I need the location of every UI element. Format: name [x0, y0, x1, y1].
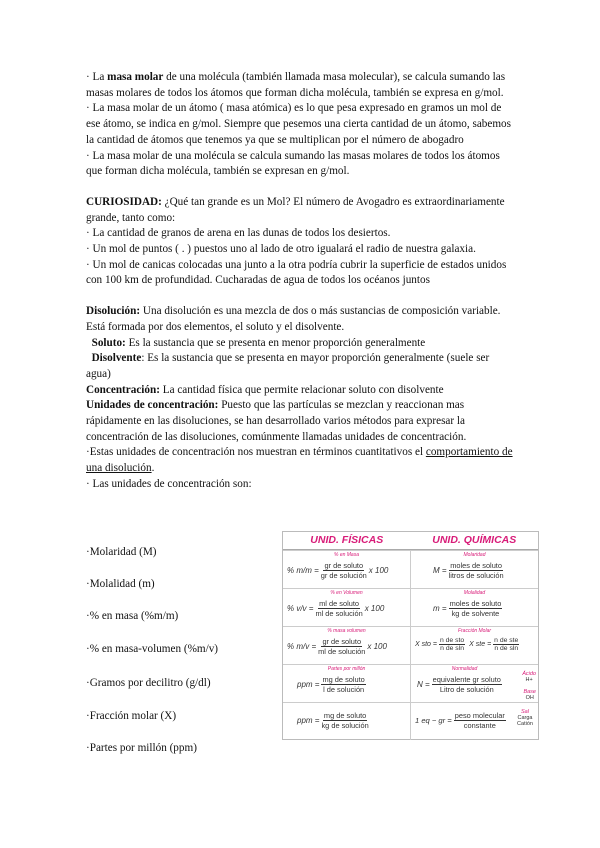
list-item: ·Molalidad (m): [86, 578, 155, 590]
list-item: ·% en masa-volumen (%m/v): [86, 643, 219, 655]
paragraph-soluto: Soluto: Es la sustancia que se presenta en menor proporción generalmente: [91, 336, 426, 349]
document-body: [86, 70, 516, 493]
side-acido: Ácido H+: [522, 671, 536, 683]
paragraph-unidades: Unidades de concentración: Puesto que las partículas se mezclan y reaccionan mas rápidamente en las disoluciones, se han desarrollado varios métodos para expresar la concentración de las disoluciones, comúnmente llamadas unidades de concentración.: [86, 399, 467, 443]
table-row: Partes por millón ppm = $\frac{\text{mg de soluto}}{\text{l de solución}}$ Normalidad N = $\frac{\text{equivalente gr soluto}}{\text{Litro de solución}}$ Ácido H+ Base OH: [283, 664, 538, 702]
header-unid-fisicas: UNID. FÍSICAS: [310, 534, 384, 546]
curiosidad-item-3: · Un mol de canicas colocadas una junto a la otra podría cubrir la superficie de estados unidos con 100 km de profundidad. Cucharadas de agua de todos los océanos juntos: [86, 258, 507, 287]
table-row: % en Masa % m/m = $\frac{\text{gr de soluto}}{\text{gr de solución}}$ x 100 Molaridad M = $\frac{\text{moles de soluto}}{\text{litros de solución}}$: [283, 550, 538, 588]
paragraph-masa-molecula: · La masa molar de una molécula se calcula sumando las masas molares de todos los átomos que forman dicha molécula, también se expresan en g/mol.: [86, 149, 500, 178]
table-row: % en Volumen % v/v = $\frac{\text{ml de soluto}}{\text{ml de solución}}$ x 100 Molalidad m = $\frac{\text{moles de soluto}}{\text{kg de solvente}}$: [283, 588, 538, 626]
curiosidad-item-1: · La cantidad de granos de arena en las dunas de todos los desiertos.: [86, 227, 391, 240]
table-row: % masa volumen % m/v = $\frac{\text{gr de soluto}}{\text{ml de solución}}$ x 100 Fracción Molar X sto = $\frac{\text{n de sto}}{\text{n de sln}}$ X ste = $\frac{\text{n de ste}}{\text{n de sln}}$: [283, 626, 538, 664]
list-item: ·Fracción molar (X): [86, 710, 177, 722]
paragraph-disolucion: Disolución: Una disolución es una mezcla de dos o más sustancias de composición variable. Está formada por dos elementos, el soluto y el disolvente.: [86, 305, 501, 333]
header-unid-quimicas: UNID. QUÍMICAS: [432, 534, 517, 546]
side-sal: Sal Carga Catión: [517, 709, 533, 727]
list-item: ·Partes por millón (ppm): [86, 742, 197, 754]
paragraph-masa-atomica: · La masa molar de un átomo ( masa atómica) es lo que pesa expresado en gramos un mol de ese átomo, se indica en g/mol. Siempre que pesemos una cierta cantidad de un átomo, sabemos la cantidad de átomos que tenemos ya que se multiplican por el número de abogadro: [86, 102, 511, 146]
table-row: ppm = $\frac{\text{mg de soluto}}{\text{kg de solución}}$ 1 eq − gr = $\frac{\text{peso molecular}}{\text{constante}}$ Sal Carga Catión: [283, 702, 538, 740]
paragraph-estas-unidades: ·Estas unidades de concentración nos muestran en términos cuantitativos el comportamiento de una disolución.: [86, 446, 513, 475]
paragraph-las-unidades: · Las unidades de concentración son:: [86, 477, 252, 490]
paragraph-concentracion: Concentración: La cantidad física que permite relacionar soluto con disolvente: [86, 383, 444, 396]
list-item: ·Molaridad (M): [86, 546, 157, 558]
paragraph-masa-molar: · La masa molar de una molécula (también llamada masa molecular), se calcula sumando las masas molares de todos los átomos que forman dicha molécula, también se expresa en g/mol.: [86, 71, 506, 99]
curiosidad-item-2: · Un mol de puntos ( . ) puestos uno al lado de otro igualará el radio de nuestra galaxia.: [86, 243, 476, 256]
side-base: Base OH: [523, 689, 536, 701]
paragraph-disolvente: Disolvente: Es la sustancia que se presenta en mayor proporción generalmente (suele ser agua): [86, 352, 490, 380]
concentration-units-table: [282, 531, 539, 740]
list-item: ·Gramos por decilitro (g/dl): [86, 677, 211, 689]
paragraph-curiosidad: CURIOSIDAD: ¿Qué tan grande es un Mol? El número de Avogadro es extraordinariamente grande, tanto como:: [86, 195, 505, 224]
list-item: ·% en masa (%m/m): [86, 610, 179, 622]
